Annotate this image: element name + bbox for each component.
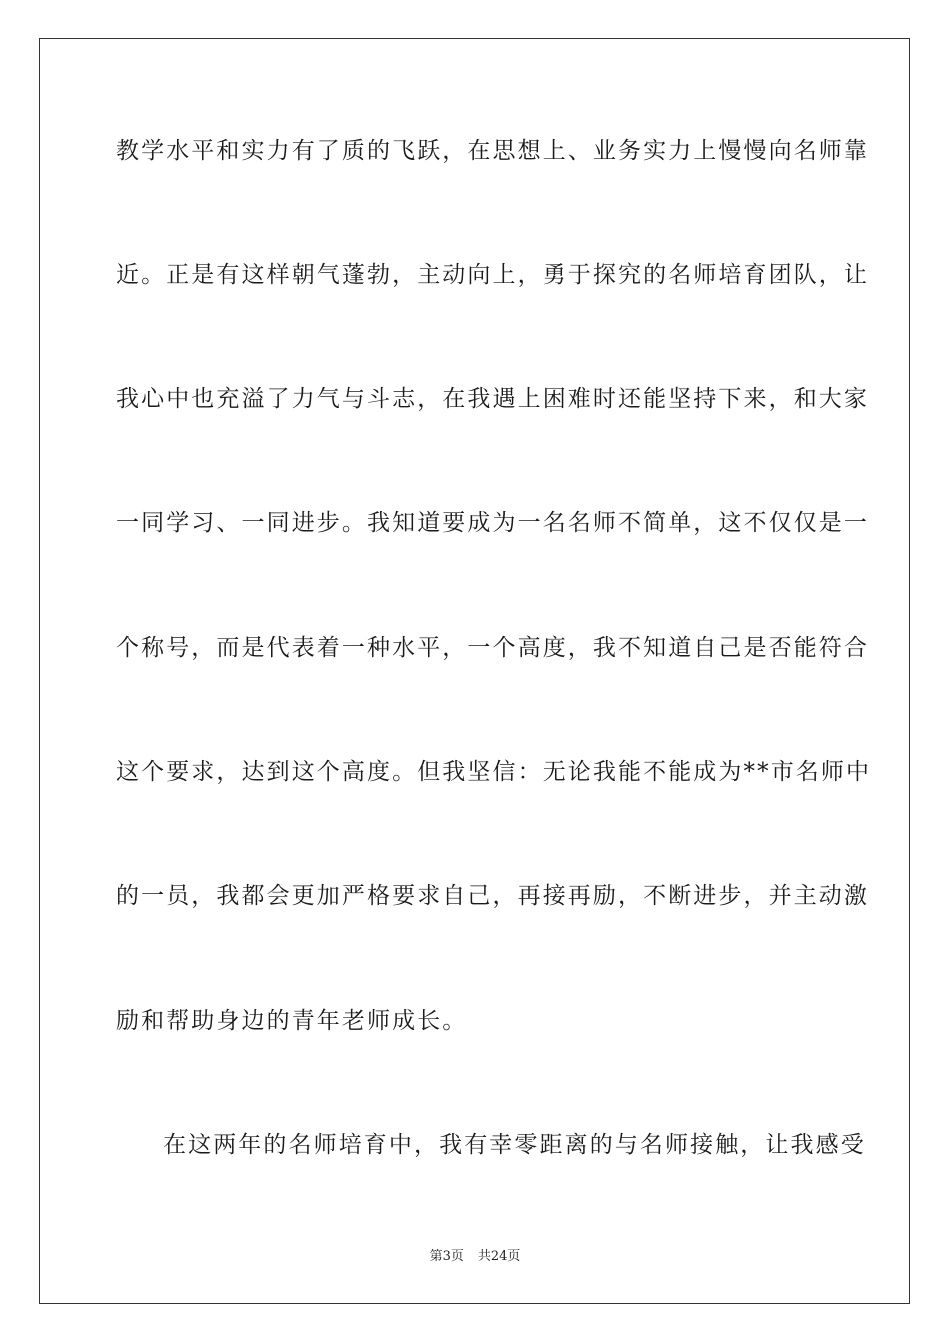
- body-text-line: 我心中也充溢了力气与斗志，在我遇上困难时还能坚持下来，和大家: [116, 386, 869, 412]
- page-number: 第3页: [429, 1249, 464, 1264]
- page-border: [39, 38, 910, 1304]
- page-footer: [0, 1248, 950, 1266]
- body-text-line: 的一员，我都会更加严格要求自己，再接再励，不断进步，并主动激: [116, 883, 869, 909]
- paragraph-first-line: 在这两年的名师培育中，我有幸零距离的与名师接触，让我感受: [163, 1132, 866, 1158]
- body-text-line: 这个要求，达到这个高度。但我坚信：无论我能不能成为**市名师中: [116, 759, 872, 785]
- page-total: 共24页: [477, 1249, 521, 1264]
- body-text-line: 励和帮助身边的青年老师成长。: [116, 1008, 468, 1034]
- body-text-line: 一同学习、一同进步。我知道要成为一名名师不简单，这不仅仅是一: [116, 510, 869, 536]
- body-text-line: 近。正是有这样朝气蓬勃，主动向上，勇于探究的名师培育团队，让: [116, 262, 869, 288]
- body-text-line: 个称号，而是代表着一种水平，一个高度，我不知道自己是否能符合: [116, 635, 869, 661]
- body-text-line: 教学水平和实力有了质的飞跃，在思想上、业务实力上慢慢向名师靠: [116, 138, 869, 164]
